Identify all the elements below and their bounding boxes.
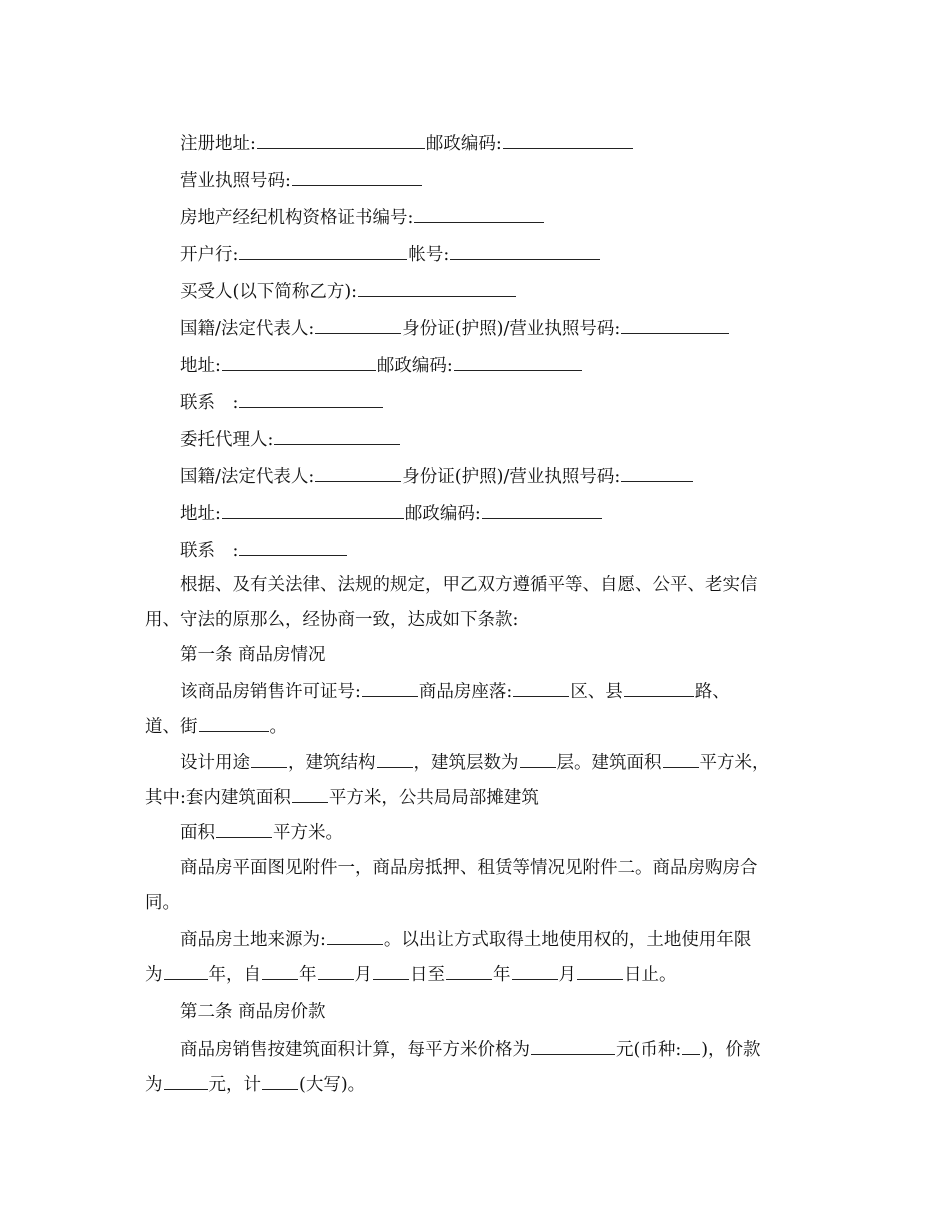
postal-code-blank	[503, 131, 633, 149]
attachment-line-2	[145, 891, 825, 915]
postal-code-blank	[482, 501, 602, 519]
address-label: 地址:	[180, 356, 221, 376]
end-month-blank	[512, 962, 558, 980]
agent-label: 委托代理人:	[180, 430, 274, 450]
district-label: 区、县	[570, 682, 623, 702]
structure-label: ，建筑结构	[288, 753, 376, 773]
article-2-heading	[145, 1000, 860, 1024]
land-source-line	[145, 927, 860, 952]
sqm-label: 平方米，	[699, 753, 770, 773]
period-text: 。	[269, 717, 287, 737]
years-blank	[164, 962, 208, 980]
preamble-line-1	[145, 573, 860, 597]
agent-blank	[274, 427, 400, 445]
account-blank	[450, 242, 600, 260]
buyer-line	[145, 279, 860, 304]
building-area-blank	[663, 750, 699, 768]
preamble-text: 根据、及有关法律、法规的规定，甲乙双方遵循平等、自愿、公平、老实信	[180, 575, 758, 595]
article-1-heading	[145, 643, 860, 667]
land-source-blank	[327, 927, 383, 945]
district-blank	[513, 679, 569, 697]
nationality-blank	[315, 464, 401, 482]
contact-blank	[239, 538, 347, 556]
total-line	[145, 1072, 825, 1097]
end-day-blank	[577, 962, 623, 980]
land-source-label: 商品房土地来源为:	[180, 930, 326, 950]
capital-blank	[262, 1072, 298, 1090]
area-label: 面积	[180, 823, 215, 843]
building-area-label: 层。建筑面积	[556, 753, 662, 773]
day-to-label: 日至	[410, 965, 445, 985]
agent-contact-line	[145, 538, 860, 563]
agency-certificate-blank	[414, 205, 544, 223]
account-label: 帐号:	[408, 245, 450, 265]
preamble-text: 用、守法的原那么，经协商一致，达成如下条款:	[145, 610, 519, 630]
floors-label: ，建筑层数为	[413, 753, 519, 773]
id-number-blank	[621, 316, 729, 334]
postal-code-label: 邮政编码:	[376, 356, 453, 376]
nationality-label: 国籍/法定代表人:	[180, 319, 315, 339]
end-year-blank	[446, 962, 492, 980]
business-license-label: 营业执照号码:	[180, 171, 291, 191]
price-label: 商品房销售按建筑面积计算，每平方米价格为	[180, 1040, 530, 1060]
inner-area-label: 其中:套内建筑面积	[145, 788, 291, 808]
buyer-label: 买受人(以下简称乙方):	[180, 282, 358, 302]
attachment-text: 商品房平面图见附件一，商品房抵押、租赁等情况见附件二。商品房购房合	[180, 858, 758, 878]
land-use-term-text: 。以出让方式取得土地使用权的，土地使用年限	[383, 930, 752, 950]
address-label: 地址:	[180, 504, 221, 524]
total-blank	[164, 1072, 208, 1090]
buyer-address-line	[145, 353, 860, 378]
street-label: 道、街	[145, 717, 198, 737]
id-number-label: 身份证(护照)/营业执照号码:	[402, 467, 621, 487]
design-use-label: 设计用途	[180, 753, 250, 773]
inner-area-blank	[292, 785, 328, 803]
id-number-blank	[621, 464, 693, 482]
start-month-blank	[318, 962, 354, 980]
price-blank	[531, 1037, 615, 1055]
bank-blank	[239, 242, 407, 260]
business-license-blank	[292, 168, 422, 186]
permit-label: 该商品房销售许可证号:	[180, 682, 361, 702]
agent-address-line	[145, 501, 860, 526]
day-end-label: 日止。	[624, 965, 677, 985]
area-blank	[216, 820, 272, 838]
year-label: 年	[299, 965, 317, 985]
registered-address-blank	[257, 131, 425, 149]
buyer-nationality-line	[145, 316, 860, 341]
term-text: 为	[145, 965, 163, 985]
start-year-blank	[262, 962, 298, 980]
total-text: 为	[145, 1075, 163, 1095]
contact-label: 联系 :	[180, 393, 239, 413]
registered-address-label: 注册地址:	[180, 134, 256, 154]
agency-certificate-line	[145, 205, 860, 230]
permit-blank	[362, 679, 418, 697]
attachment-text: 同。	[145, 893, 180, 913]
address-blank	[222, 353, 376, 371]
contact-label: 联系 :	[180, 541, 239, 561]
land-term-line	[145, 962, 825, 987]
road-blank	[624, 679, 694, 697]
bank-line	[145, 242, 860, 267]
road-label: 路、	[694, 682, 730, 702]
sqm-label: 平方米。	[273, 823, 343, 843]
bank-label: 开户行:	[180, 245, 239, 265]
permit-line	[145, 679, 860, 704]
attachment-line-1	[145, 856, 860, 880]
postal-code-label: 邮政编码:	[404, 504, 481, 524]
agency-certificate-label: 房地产经纪机构资格证书编号:	[180, 208, 414, 228]
shared-area-label: 平方米，公共局局部摊建筑	[328, 788, 539, 808]
buyer-contact-line	[145, 390, 860, 415]
inner-area-line	[145, 785, 825, 810]
location-label: 商品房座落:	[418, 682, 513, 702]
currency-label: 元(币种:	[616, 1040, 682, 1060]
nationality-blank	[315, 316, 401, 334]
id-number-label: 身份证(护照)/营业执照号码:	[402, 319, 621, 339]
structure-blank	[377, 750, 413, 768]
total-text: 元，计	[208, 1075, 261, 1095]
area-line	[145, 820, 860, 845]
buyer-blank	[358, 279, 516, 297]
nationality-label: 国籍/法定代表人:	[180, 467, 315, 487]
street-blank	[199, 714, 269, 732]
currency-blank	[682, 1037, 700, 1055]
street-line	[145, 714, 825, 739]
month-label: 月	[558, 965, 576, 985]
contact-blank	[239, 390, 383, 408]
agent-nationality-line	[145, 464, 860, 489]
price-line	[145, 1037, 860, 1062]
month-label: 月	[354, 965, 372, 985]
postal-code-label: 邮政编码:	[425, 134, 502, 154]
year-label: 年	[493, 965, 511, 985]
address-blank	[222, 501, 404, 519]
term-text: 年，自	[208, 965, 261, 985]
agent-line	[145, 427, 860, 452]
design-use-blank	[251, 750, 287, 768]
start-day-blank	[373, 962, 409, 980]
preamble-line-2	[145, 608, 825, 632]
business-license-line	[145, 168, 860, 193]
article-heading: 第一条 商品房情况	[180, 645, 326, 665]
design-use-line	[145, 750, 860, 775]
total-price-label: )，价款	[701, 1040, 761, 1060]
floors-blank	[520, 750, 556, 768]
capital-label: (大写)。	[299, 1075, 366, 1095]
article-heading: 第二条 商品房价款	[180, 1002, 326, 1022]
postal-code-blank	[454, 353, 582, 371]
registered-address-line	[145, 131, 860, 156]
